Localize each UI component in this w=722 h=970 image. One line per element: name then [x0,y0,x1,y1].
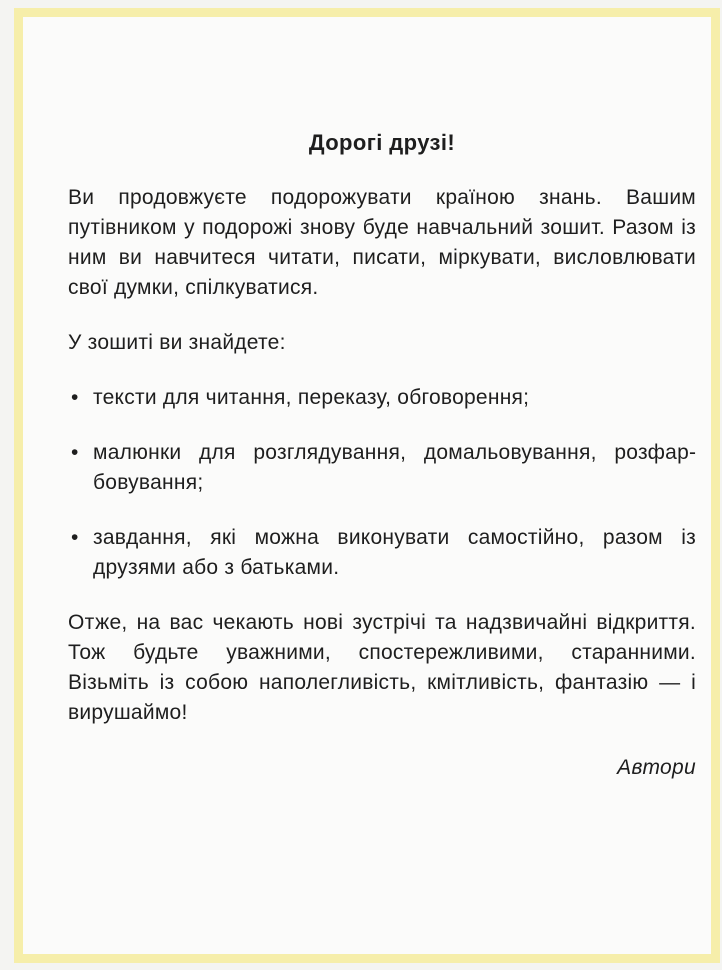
signature: Автори [617,756,696,779]
letter-content [68,114,696,783]
closing-paragraph: Отже, на вас чекають нові зустрічі та надзвичайні відкриття. Тож будьте уважними, спостережливими, старанними. Візьміть із собою наполегливість, кмітливість, фантазію — і вирушаймо! [68,611,696,724]
bullet-icon: • [71,441,79,464]
page-title: Дорогі друзі! [308,130,456,155]
intro-paragraph: Ви продовжуєте подорожувати країною знань. Вашим путівником у подорожі знову буде навчальний зошит. Разом із ним ви навчитеся читати, писати, міркувати, висловлювати свої думки, спілкуватися. [68,186,696,299]
list-item-text: малюнки для розглядування, домальовування, розфарбовування; [93,441,696,494]
list-item-text: тексти для читання, переказу, обговорення; [93,386,530,409]
bullet-icon: • [71,526,79,549]
find-intro-paragraph: У зошиті ви знайдете: [68,331,286,354]
contents-list [68,383,696,583]
list-item [68,438,696,498]
list-item [68,383,696,413]
page-frame [14,8,720,963]
list-item-text: завдання, які можна виконувати самостійно, разом із друзями або з батьками. [93,526,696,579]
list-item [68,523,696,583]
bullet-icon: • [71,386,79,409]
